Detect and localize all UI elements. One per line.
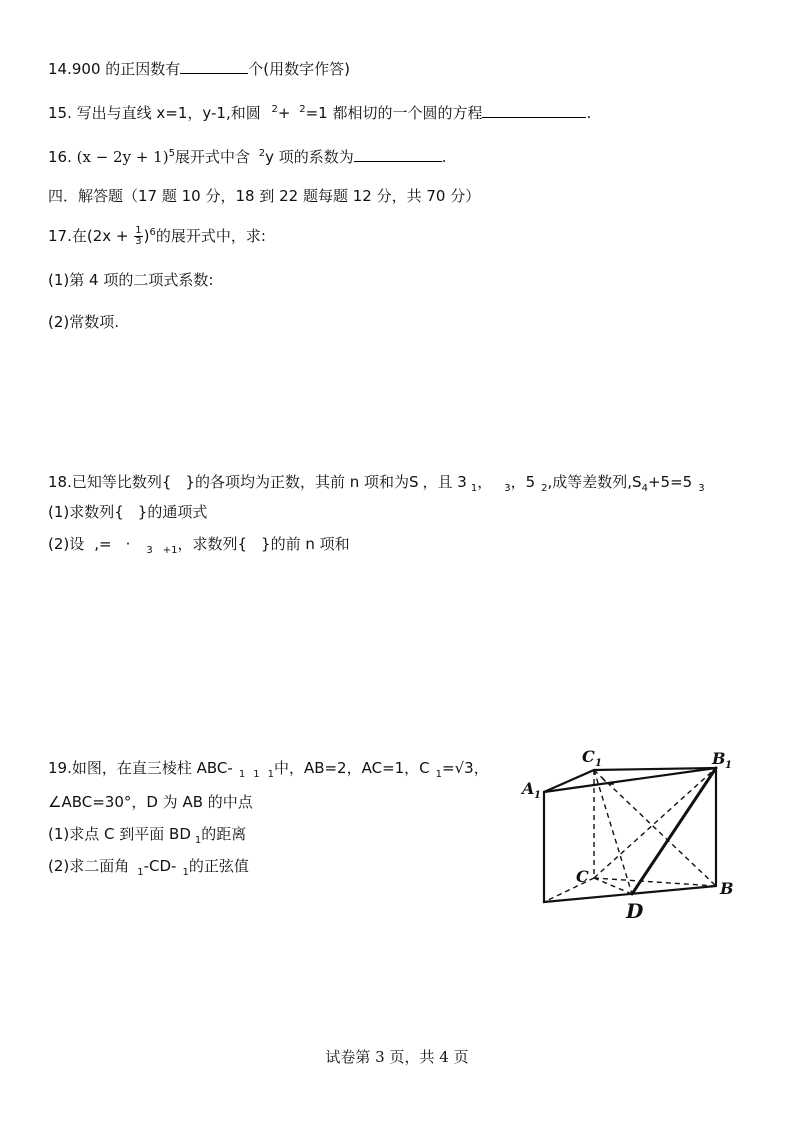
- q16-square: 2: [258, 148, 266, 159]
- q18-part-1: [48, 502, 207, 522]
- edge-c1-d: [594, 770, 632, 894]
- q17-suffix: 的展开式中，求:: [155, 227, 266, 245]
- label-a1: A: [522, 779, 535, 798]
- q17-part-1: (1)第 4 项的二项式系数:: [48, 271, 214, 289]
- q19-p1-sub: 1: [194, 835, 202, 846]
- q19-p2-sub-1: 1: [137, 867, 144, 878]
- q16-end: .: [441, 148, 447, 166]
- q19-p2-a: (2)求二面角: [48, 857, 130, 875]
- q18-p2-c: ·: [125, 535, 131, 553]
- q19-text-a: 19.如图，在直三棱柱 ABC-: [48, 759, 233, 777]
- q18-text-e: ，5: [510, 473, 536, 491]
- q14-answer-blank[interactable]: [180, 58, 248, 74]
- q18-p2-sub: +1: [162, 545, 178, 556]
- question-17: [48, 226, 266, 247]
- edge-c-b: [594, 878, 716, 886]
- q19-p1-a: (1)求点 C 到平面 BD: [48, 825, 191, 843]
- question-18: [48, 472, 705, 492]
- q19-part-2: [48, 856, 249, 876]
- q18-p2-e: }的前 n 项和: [261, 535, 350, 553]
- page-footer: 试卷第 3 页，共 4 页: [325, 1048, 469, 1066]
- q18-text-d: ，: [477, 473, 493, 491]
- q17-exponent: 6: [149, 227, 156, 238]
- q18-sub-1: 1: [470, 483, 478, 494]
- label-c1: C: [582, 747, 595, 766]
- q18-text-a: 18.已知等比数列{: [48, 473, 172, 491]
- label-b: B: [720, 879, 734, 898]
- q18-text-f: ,成等差数列,S: [547, 473, 642, 491]
- top-outline: [544, 768, 716, 886]
- q19-sub-2: 1: [253, 769, 260, 780]
- q18-text-b: }的各项均为正数，其前 n 项和为S: [185, 473, 419, 491]
- q14-text: 14.900 的正因数有: [48, 60, 181, 78]
- figure-labels: [520, 747, 734, 923]
- edge-c1-b: [594, 770, 716, 886]
- label-c1-sub: 1: [595, 758, 602, 769]
- section-4-title: 四．解答题（17 题 10 分，18 到 22 题每题 12 分，共 70 分）: [48, 187, 481, 205]
- label-a1-sub: 1: [534, 790, 541, 801]
- q16-answer-blank[interactable]: [354, 146, 442, 162]
- q18-sub-2: 2: [541, 483, 548, 494]
- question-14: [48, 58, 350, 79]
- q17-close: ): [143, 227, 150, 245]
- edge-b1-d: [632, 768, 716, 894]
- question-16: [48, 146, 447, 167]
- q18-sub-3b: 3: [698, 483, 705, 494]
- q18-sub-4: 4: [641, 483, 648, 494]
- q18-sub-3: 3: [504, 483, 511, 494]
- q15-end: .: [586, 104, 592, 122]
- q18-p2-b: ,=: [94, 535, 112, 553]
- q18-p2-sub3: 3: [146, 545, 153, 556]
- label-b1-sub: 1: [725, 760, 732, 771]
- q17-part-2: (2)常数项.: [48, 313, 120, 331]
- q16-number: 16.: [48, 148, 77, 166]
- q19-p2-b: -CD-: [143, 857, 177, 875]
- edge-c-d: [594, 878, 632, 894]
- label-c: C: [576, 867, 589, 886]
- q18-p2-d: ，求数列{: [177, 535, 248, 553]
- q15-square-2: 2: [299, 104, 306, 115]
- q19-p2-c: 的正弦值: [188, 857, 249, 875]
- q14-suffix: 个(用数字作答): [248, 60, 350, 78]
- q15-text-b: =1 都相切的一个圆的方程: [305, 104, 483, 122]
- q15-text-a: 15. 写出与直线 x=1，y-1,和圆: [48, 104, 266, 122]
- q19-p1-b: 的距离: [201, 825, 247, 843]
- q19-sub-1: 1: [238, 769, 246, 780]
- prism-figure: [516, 744, 746, 934]
- q16-text-a: 展开式中含: [174, 148, 255, 166]
- q18-p2-a: (2)设: [48, 535, 85, 553]
- prism-solid-edges: [544, 768, 716, 902]
- q17-prefix: 17.在(2x +: [48, 227, 134, 245]
- q18-text-c: ，且 3: [422, 473, 467, 491]
- q15-square-1: 2: [271, 104, 278, 115]
- question-15: [48, 102, 591, 123]
- q16-text-b: y 项的系数为: [265, 148, 354, 166]
- q19-sub-4: 1: [435, 769, 443, 780]
- q15-plus: +: [277, 104, 296, 122]
- q16-expression: (x − 2y + 1): [76, 148, 169, 166]
- q19-line-2: ∠ABC=30°，D 为 AB 的中点: [48, 793, 253, 811]
- q18-p1-b: }的通项式: [137, 503, 208, 521]
- q19-text-b: 中，AB=2，AC=1，C: [273, 759, 430, 777]
- q16-exponent: 5: [168, 148, 175, 159]
- question-19: [48, 758, 489, 778]
- q15-answer-blank[interactable]: [482, 102, 586, 118]
- q19-text-c: =√3，: [442, 759, 489, 777]
- q18-part-2: [48, 534, 350, 554]
- q18-p1-a: (1)求数列{: [48, 503, 124, 521]
- label-d: D: [626, 899, 644, 923]
- label-b1: B: [712, 749, 726, 768]
- q19-sub-3: 1: [267, 769, 274, 780]
- q17-fraction: $\frac{1}{3}$: [135, 225, 142, 247]
- q18-text-g: +5=5: [647, 473, 693, 491]
- q19-part-1: [48, 824, 246, 844]
- q19-p2-sub-2: 1: [182, 867, 189, 878]
